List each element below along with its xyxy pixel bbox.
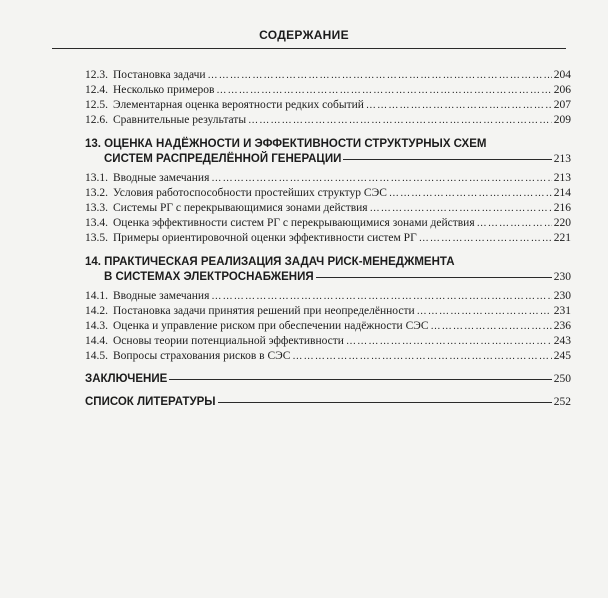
dot-leader bbox=[431, 319, 552, 334]
dot-leader bbox=[389, 186, 552, 201]
entry-title: Постановка задачи принятия решений при неопределённости bbox=[113, 305, 415, 317]
dot-leader bbox=[477, 216, 552, 231]
backmatter-title: ЗАКЛЮЧЕНИЕ bbox=[85, 373, 168, 385]
entry-title: Вводные замечания bbox=[113, 290, 210, 302]
entry-number: 12.5. bbox=[85, 99, 108, 111]
chapter-title-line2: СИСТЕМ РАСПРЕДЕЛЁННОЙ ГЕНЕРАЦИИ bbox=[104, 153, 342, 165]
entry-number: 13.1. bbox=[85, 172, 108, 184]
entry-title: Несколько примеров bbox=[113, 84, 215, 96]
entry-page: 220 bbox=[553, 217, 571, 229]
entry-page: 236 bbox=[553, 320, 571, 332]
entry-title: Примеры ориентировочной оценки эффективности систем РГ bbox=[113, 232, 417, 244]
entry-page: 216 bbox=[553, 202, 571, 214]
toc-entry[interactable] bbox=[85, 98, 571, 113]
entry-number: 14.5. bbox=[85, 350, 108, 362]
page-header: СОДЕРЖАНИЕ bbox=[259, 28, 349, 42]
dot-leader bbox=[211, 171, 551, 186]
entry-page: 214 bbox=[553, 187, 571, 199]
toc-entry[interactable] bbox=[85, 289, 571, 304]
chapter-page: 213 bbox=[553, 153, 571, 165]
entry-number: 13.3. bbox=[85, 202, 108, 214]
entry-number: 12.3. bbox=[85, 69, 108, 81]
chapter-13-heading[interactable] bbox=[85, 137, 571, 167]
backmatter-leader-rule bbox=[218, 402, 552, 403]
toc-entry[interactable] bbox=[85, 201, 571, 216]
dot-leader bbox=[370, 201, 552, 216]
chapter-page: 230 bbox=[553, 271, 571, 283]
chapter-14-heading[interactable] bbox=[85, 255, 571, 285]
entry-page: 230 bbox=[553, 290, 571, 302]
dot-leader bbox=[346, 334, 552, 349]
entry-title: Постановка задачи bbox=[113, 69, 206, 81]
entry-number: 14.1. bbox=[85, 290, 108, 302]
chapter-title-line2: В СИСТЕМАХ ЭЛЕКТРОСНАБЖЕНИЯ bbox=[104, 271, 314, 283]
chapter-14-entries bbox=[85, 289, 571, 364]
dot-leader bbox=[419, 231, 552, 246]
entry-page: 231 bbox=[553, 305, 571, 317]
dot-leader bbox=[292, 349, 551, 364]
chapter-13-entries bbox=[85, 171, 571, 246]
backmatter-leader-rule bbox=[169, 379, 551, 380]
entry-number: 12.6. bbox=[85, 114, 108, 126]
backmatter-page: 250 bbox=[553, 373, 571, 385]
entry-number: 13.2. bbox=[85, 187, 108, 199]
entry-number: 13.4. bbox=[85, 217, 108, 229]
backmatter-page: 252 bbox=[553, 396, 571, 408]
entry-title: Вопросы страхования рисков в СЭС bbox=[113, 350, 291, 362]
dot-leader bbox=[208, 68, 552, 83]
entry-title: Оценка и управление риском при обеспечении надёжности СЭС bbox=[113, 320, 429, 332]
toc-entry[interactable] bbox=[85, 349, 571, 364]
toc-entry[interactable] bbox=[85, 304, 571, 319]
conclusion-entry[interactable] bbox=[85, 372, 571, 387]
entry-number: 14.2. bbox=[85, 305, 108, 317]
entry-number: 13.5. bbox=[85, 232, 108, 244]
entry-title: Оценка эффективности систем РГ с перекрывающимися зонами действия bbox=[113, 217, 475, 229]
toc-entry[interactable] bbox=[85, 319, 571, 334]
dot-leader bbox=[417, 304, 552, 319]
entry-title: Системы РГ с перекрывающимися зонами действия bbox=[113, 202, 368, 214]
entry-page: 204 bbox=[553, 69, 571, 81]
backmatter-title: СПИСОК ЛИТЕРАТУРЫ bbox=[85, 396, 216, 408]
toc-entry[interactable] bbox=[85, 68, 571, 83]
entry-title: Условия работоспособности простейших структур СЭС bbox=[113, 187, 387, 199]
prelude-section bbox=[85, 68, 571, 128]
entry-title: Основы теории потенциальной эффективности bbox=[113, 335, 344, 347]
entry-page: 213 bbox=[553, 172, 571, 184]
dot-leader bbox=[366, 98, 552, 113]
toc-entry[interactable] bbox=[85, 113, 571, 128]
entry-page: 243 bbox=[553, 335, 571, 347]
entry-page: 206 bbox=[553, 84, 571, 96]
entry-number: 12.4. bbox=[85, 84, 108, 96]
entry-page: 245 bbox=[553, 350, 571, 362]
references-entry[interactable] bbox=[85, 395, 571, 410]
toc-entry[interactable] bbox=[85, 216, 571, 231]
dot-leader bbox=[211, 289, 551, 304]
toc-entry[interactable] bbox=[85, 334, 571, 349]
chapter-title-line1: 13. ОЦЕНКА НАДЁЖНОСТИ И ЭФФЕКТИВНОСТИ СТРУКТУРНЫХ СХЕМ bbox=[85, 138, 487, 150]
entry-page: 209 bbox=[553, 114, 571, 126]
entry-number: 14.4. bbox=[85, 335, 108, 347]
chapter-leader-rule bbox=[316, 277, 552, 278]
toc-entry[interactable] bbox=[85, 231, 571, 246]
toc-entry[interactable] bbox=[85, 83, 571, 98]
entry-title: Вводные замечания bbox=[113, 172, 210, 184]
dot-leader bbox=[248, 113, 552, 128]
entry-page: 207 bbox=[553, 99, 571, 111]
entry-page: 221 bbox=[553, 232, 571, 244]
dot-leader bbox=[216, 83, 551, 98]
header-rule bbox=[52, 48, 566, 49]
toc-entry[interactable] bbox=[85, 186, 571, 201]
table-of-contents bbox=[85, 68, 571, 410]
toc-entry[interactable] bbox=[85, 171, 571, 186]
chapter-leader-rule bbox=[343, 159, 551, 160]
chapter-title-line1: 14. ПРАКТИЧЕСКАЯ РЕАЛИЗАЦИЯ ЗАДАЧ РИСК-МЕНЕДЖМЕНТА bbox=[85, 256, 455, 268]
entry-title: Сравнительные результаты bbox=[113, 114, 247, 126]
entry-title: Элементарная оценка вероятности редких событий bbox=[113, 99, 364, 111]
entry-number: 14.3. bbox=[85, 320, 108, 332]
